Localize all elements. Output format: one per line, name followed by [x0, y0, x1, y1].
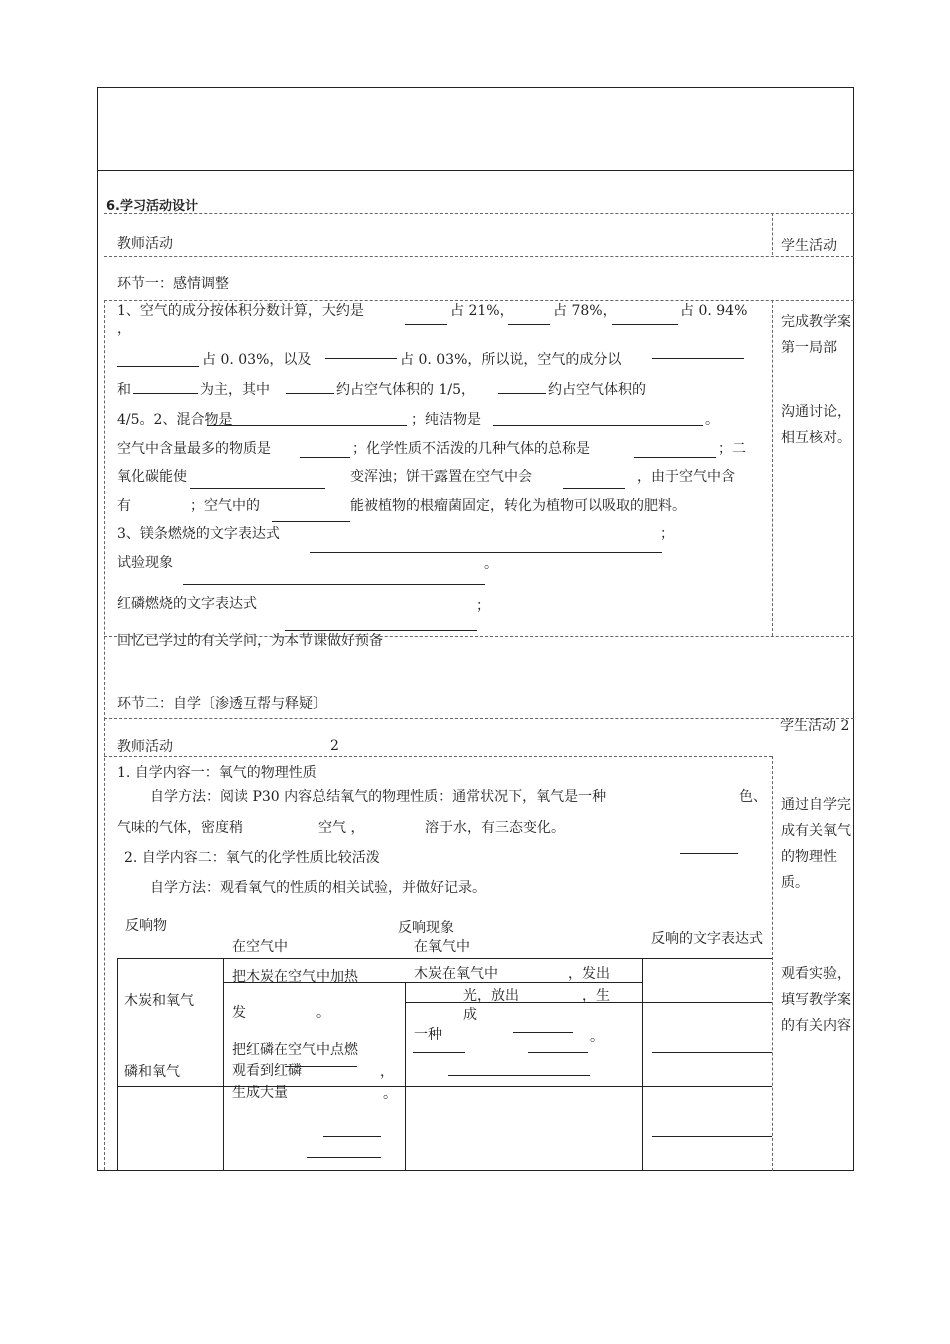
table-row-1-reactant: 木炭和氧气: [124, 993, 194, 1009]
student-activity-1b: 沟通讨论，相互核对。: [781, 404, 851, 446]
table-row-2-air-c: ，: [380, 1064, 394, 1080]
table-row-1-air-a: 把木炭在空气中加热: [232, 969, 358, 985]
section-title: 6.学习活动设计: [106, 199, 198, 214]
table-row-1-oxy-g: 。: [590, 1029, 604, 1045]
table-row-1-air-b: 发: [232, 1005, 246, 1021]
table-row-2-air-b: 观看到红磷: [232, 1063, 302, 1079]
table-header-in-air: 在空气中: [232, 939, 288, 955]
teacher-activity-header-2: 教师活动: [117, 739, 173, 755]
table-row-2-air-a: 把红磷在空气中点燃: [232, 1042, 358, 1058]
table-row-1-oxy-f: 一种: [414, 1027, 442, 1043]
student-activity-2a: 通过自学完成有关氧气的物理性质。: [781, 797, 851, 891]
table-header-reactant: 反响物: [125, 918, 167, 934]
teacher-activity-header: 教师活动: [117, 236, 173, 252]
table-row-1-oxy-a: 木炭在氧气中: [414, 966, 498, 982]
table-header-expression: 反响的文字表达式: [651, 931, 763, 947]
stage-1-title: 环节一：感情调整: [117, 276, 229, 292]
teacher-activity-header-2-number: 2: [330, 738, 339, 754]
table-header-phenomenon: 反响现象: [398, 920, 454, 936]
student-activity-1a: 完成教学案第一局部: [781, 314, 851, 356]
table-row-1-oxy-d: ，生: [582, 988, 610, 1004]
table-header-in-oxygen: 在氧气中: [414, 939, 470, 955]
table-row-1-oxy-e: 成: [463, 1007, 477, 1023]
table-row-1-oxy-c: 光，放出: [463, 988, 519, 1004]
student-activity-2b: 观看实验，填写教学案的有关内容: [781, 966, 851, 1034]
table-row-1-oxy-b: ，发出: [568, 966, 610, 982]
table-row-2-air-d: 生成大量: [232, 1085, 288, 1101]
student-activity-header: 学生活动: [781, 238, 837, 254]
stage-2-title: 环节二：自学〔渗透互帮与释疑〕: [117, 696, 327, 712]
table-row-2-air-e: 。: [383, 1086, 397, 1102]
student-activity-header-2: 学生活动 2: [780, 718, 850, 734]
table-row-2-reactant: 磷和氧气: [124, 1064, 180, 1080]
table-row-1-air-c: 。: [316, 1005, 330, 1021]
